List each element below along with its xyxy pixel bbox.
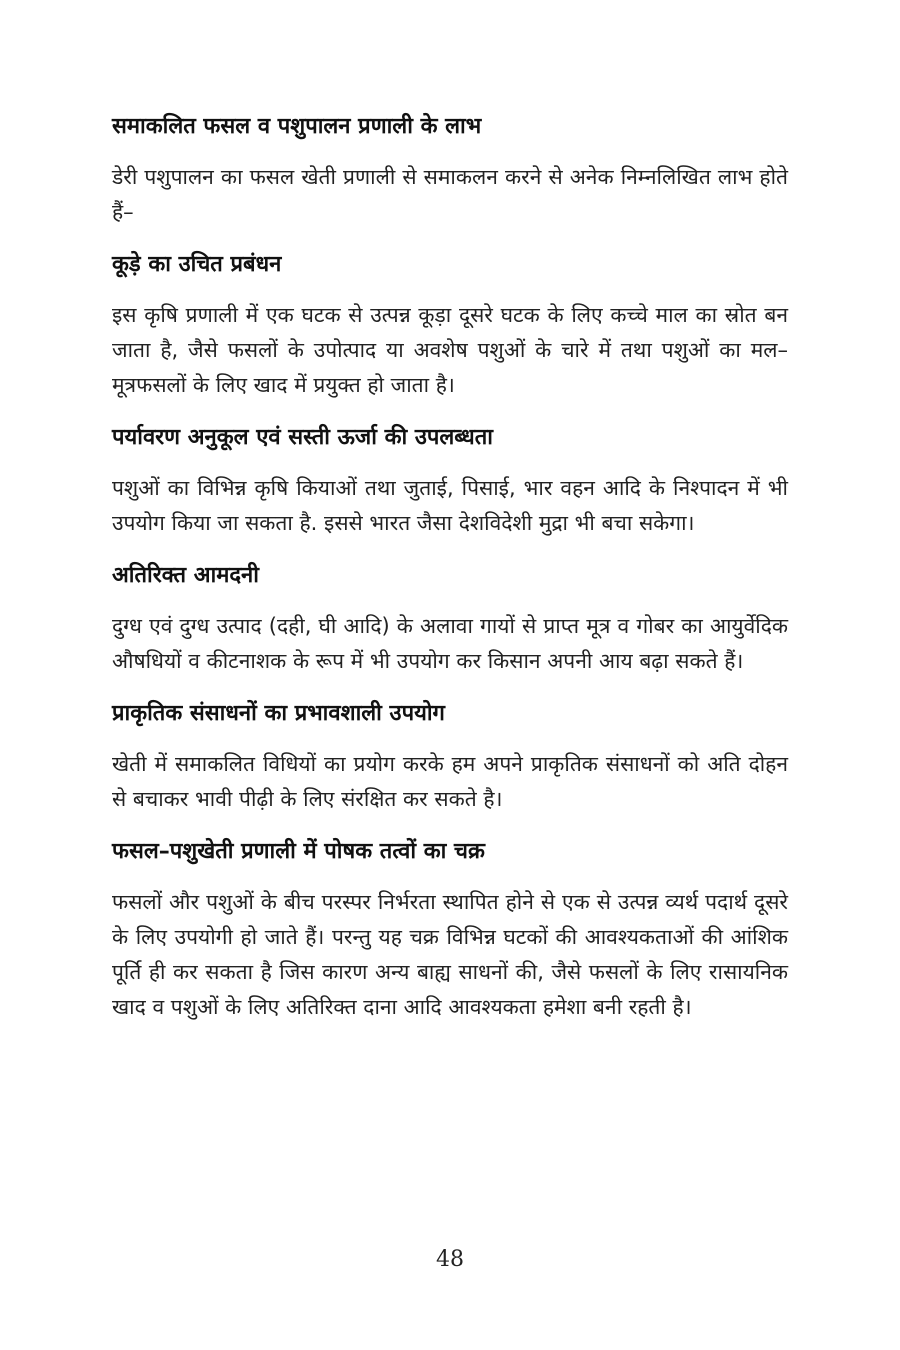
page-number: 48 <box>436 1247 464 1272</box>
section-text-extra-income: दुग्ध एवं दुग्ध उत्पाद (दही, घी आदि) के अलावा गायों से प्राप्त मूत्र व गोबर का आयुर्वेदिक औषधियों व कीटनाशक के रूप में भी उपयोग कर किसान अपनी आय बढ़ा सकते हैं। <box>112 614 788 673</box>
section-heading-natural-resources: प्राकृतिक संसाधनों का प्रभावशाली उपयोग <box>112 701 445 726</box>
section-text-energy: पशुओं का विभिन्न कृषि कियाओं तथा जुताई, पिसाई, भार वहन आदि के निश्पादन में भी उपयोग किया जा सकता है. इससे भारत जैसा देशविदेशी मुद्रा भी बचा सकेगा। <box>112 476 788 535</box>
section-heading-nutrient-cycle: फसल–पशुखेती प्रणाली में पोषक तत्वों का चक्र <box>112 839 485 864</box>
section-heading-benefits: समाकलित फसल व पशुपालन प्रणाली के लाभ <box>112 114 482 139</box>
section-text-waste-management: इस कृषि प्रणाली में एक घटक से उत्पन्न कूड़ा दूसरे घटक के लिए कच्चे माल का स्रोत बन जाता है, जैसे फसलों के उपोत्पाद या अवशेष पशुओं के चारे में तथा पशुओं का मल–मूत्रफसलों के लिए खाद में प्रयुक्त हो जाता है। <box>112 303 788 397</box>
section-heading-extra-income: अतिरिक्त आमदनी <box>112 563 259 588</box>
page-content <box>112 112 788 1045</box>
section-text-natural-resources: खेती में समाकलित विधियों का प्रयोग करके हम अपने प्राकृतिक संसाधनों को अति दोहन से बचाकर भावी पीढ़ी के लिए संरक्षित कर सकते है। <box>112 752 788 811</box>
section-text-benefits: डेरी पशुपालन का फसल खेती प्रणाली से समाकलन करने से अनेक निम्नलिखित लाभ होते हैं– <box>112 165 788 224</box>
section-heading-energy: पर्यावरण अनुकूल एवं सस्ती ऊर्जा की उपलब्धता <box>112 425 493 450</box>
section-text-nutrient-cycle: फसलों और पशुओं के बीच परस्पर निर्भरता स्थापित होने से एक से उत्पन्न व्यर्थ पदार्थ दूसरे के लिए उपयोगी हो जाते हैं। परन्तु यह चक्र विभिन्न घटकों की आवश्यकताओं की आंशिक पूर्ति ही कर सकता है जिस कारण अन्य बाह्य साधनों की, जैसे फसलों के लिए रासायनिक खाद व पशुओं के लिए अतिरिक्त दाना आदि आवश्यकता हमेशा बनी रहती है। <box>112 890 788 1019</box>
section-heading-waste-management: कूड़े का उचित प्रबंधन <box>112 252 282 277</box>
